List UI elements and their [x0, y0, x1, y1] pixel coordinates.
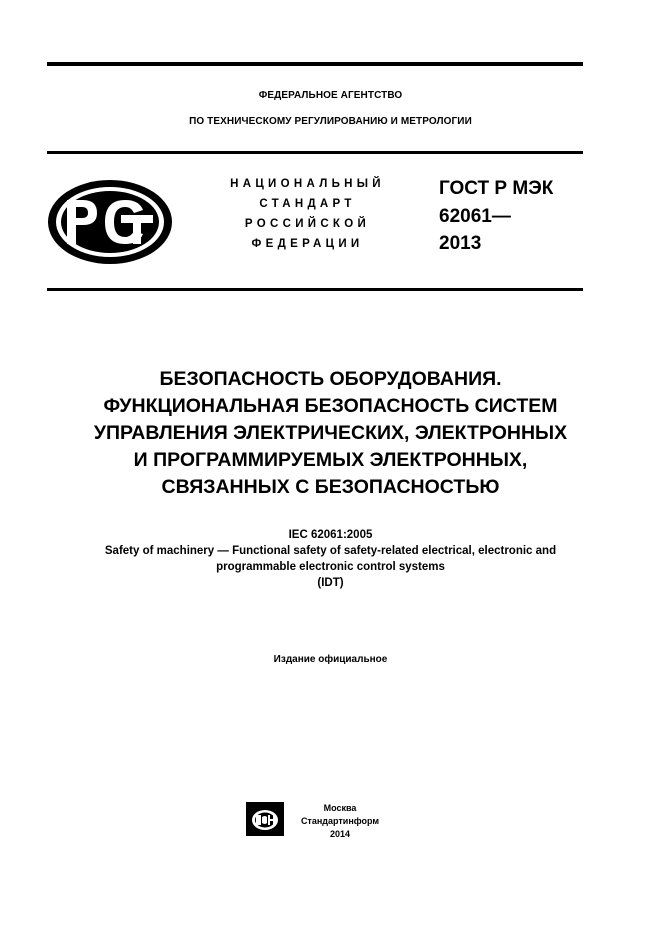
national-standard-line-1: НАЦИОНАЛЬНЫЙ [230, 178, 385, 190]
agency-line-1: ФЕДЕРАЛЬНОЕ АГЕНТСТВО [258, 90, 403, 101]
top-rule [47, 62, 583, 66]
title-line-3: УПРАВЛЕНИЯ ЭЛЕКТРИЧЕСКИХ, ЭЛЕКТРОННЫХ [93, 422, 568, 444]
national-standard-line-3: РОССИЙСКОЙ [244, 218, 371, 230]
publisher-year: 2014 [329, 829, 351, 839]
title-line-5: СВЯЗАННЫХ С БЕЗОПАСНОСТЬЮ [161, 476, 500, 498]
agency-line-2: ПО ТЕХНИЧЕСКОМУ РЕГУЛИРОВАНИЮ И МЕТРОЛОГИИ [189, 116, 472, 127]
title-line-1: БЕЗОПАСНОСТЬ ОБОРУДОВАНИЯ. [159, 368, 502, 390]
iec-equivalence: (IDT) [317, 577, 344, 589]
iec-title-line-1: Safety of machinery — Functional safety of safety-related electrical, electronic and [104, 545, 557, 557]
designation-line-2: 62061— [439, 206, 511, 227]
title-line-4: И ПРОГРАММИРУЕМЫХ ЭЛЕКТРОННЫХ, [133, 449, 528, 471]
national-standard-line-4: ФЕДЕРАЦИИ [251, 238, 364, 250]
national-standard-line-2: СТАНДАРТ [259, 198, 356, 210]
edition-label: Издание официальное [273, 654, 388, 665]
iec-title-line-2: programmable electronic control systems [216, 561, 445, 573]
rst-mark-icon [45, 178, 175, 266]
title-line-2: ФУНКЦИОНАЛЬНАЯ БЕЗОПАСНОСТЬ СИСТЕМ [103, 395, 558, 417]
header-rule-bottom [47, 288, 583, 291]
header-rule-top [47, 151, 583, 154]
publisher-name: Стандартинформ [300, 816, 380, 826]
iec-code: IEC 62061:2005 [288, 529, 373, 541]
standartinform-icon [246, 802, 284, 836]
designation-line-3: 2013 [439, 233, 482, 254]
designation-line-1: ГОСТ Р МЭК [439, 178, 554, 199]
publisher-city: Москва [323, 803, 357, 813]
